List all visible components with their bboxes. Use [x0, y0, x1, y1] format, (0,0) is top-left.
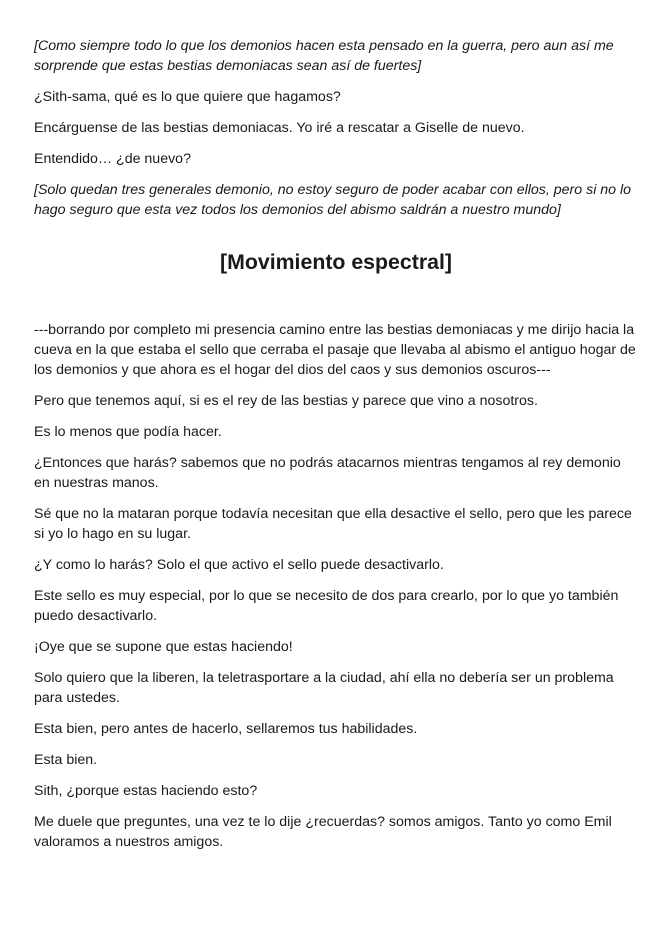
paragraph-narration: ---borrando por completo mi presencia camino entre las bestias demoniacas y me dirijo hacia la cueva en la que estaba el sello que cerraba el pasaje que llevaba al abismo el antiguo hogar de los demonios y que ahora es el hogar del dios del caos y sus demonios oscuros--- [34, 322, 636, 378]
paragraph-dialogue: ¿Y como lo harás? Solo el que activo el sello puede desactivarlo. [34, 557, 444, 573]
paragraph-dialogue: Sé que no la mataran porque todavía necesitan que ella desactive el sello, pero que les parece si yo lo hago en su lugar. [34, 506, 632, 542]
paragraph-dialogue: Pero que tenemos aquí, si es el rey de las bestias y parece que vino a nosotros. [34, 393, 538, 409]
paragraph-dialogue: ¿Entonces que harás? sabemos que no podrás atacarnos mientras tengamos al rey demonio en nuestras manos. [34, 455, 621, 491]
paragraph-thought: [Solo quedan tres generales demonio, no estoy seguro de poder acabar con ellos, pero si no lo hago seguro que esta vez todos los demonios del abismo saldrán a nuestro mundo] [34, 182, 632, 218]
paragraph-dialogue: Solo quiero que la liberen, la teletrasportare a la ciudad, ahí ella no debería ser un problema para ustedes. [34, 670, 614, 706]
paragraph-dialogue: Esta bien. [34, 752, 98, 768]
paragraph-dialogue: Esta bien, pero antes de hacerlo, sellaremos tus habilidades. [34, 721, 418, 737]
paragraph-thought: [Como siempre todo lo que los demonios hacen esta pensado en la guerra, pero aun así me sorprende que estas bestias demoniacas sean así de fuertes] [34, 38, 614, 74]
paragraph-dialogue: Este sello es muy especial, por lo que se necesito de dos para crearlo, por lo que yo también puedo desactivarlo. [34, 588, 619, 624]
bottom-section [34, 320, 638, 852]
paragraph-dialogue: Entendido… ¿de nuevo? [34, 151, 191, 167]
paragraph-dialogue: Sith, ¿porque estas haciendo esto? [34, 783, 258, 799]
paragraph-dialogue: Encárguense de las bestias demoniacas. Yo iré a rescatar a Giselle de nuevo. [34, 120, 525, 136]
top-section [34, 36, 638, 220]
paragraph-dialogue: Es lo menos que podía hacer. [34, 424, 222, 440]
paragraph-dialogue: ¿Sith-sama, qué es lo que quiere que hagamos? [34, 89, 341, 105]
paragraph-dialogue: Me duele que preguntes, una vez te lo dije ¿recuerdas? somos amigos. Tanto yo como Emil valoramos a nuestros amigos. [34, 814, 612, 850]
section-heading: [Movimiento espectral] [220, 250, 452, 274]
paragraph-dialogue: ¡Oye que se supone que estas haciendo! [34, 639, 293, 655]
